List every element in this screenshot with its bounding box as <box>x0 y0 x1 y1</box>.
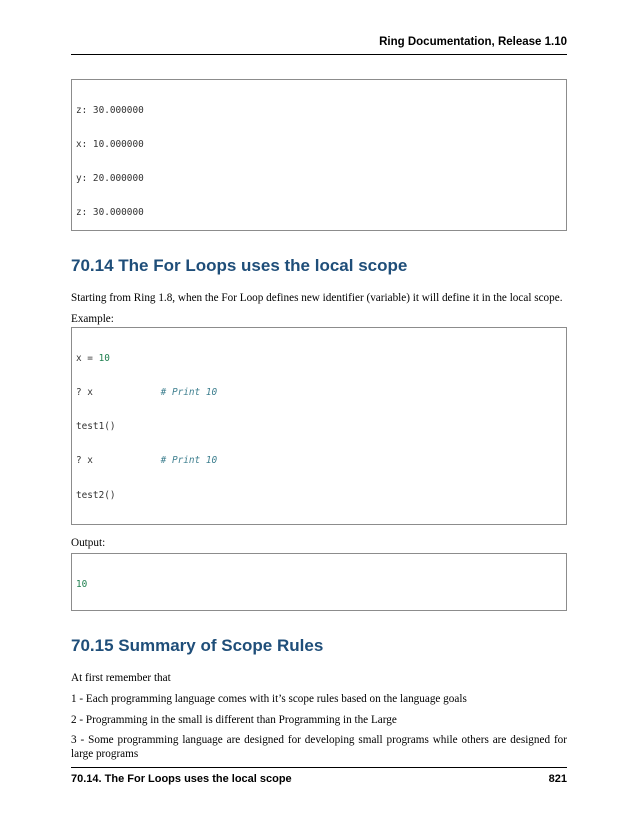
output-label: Output: <box>71 537 106 549</box>
paragraph: 2 - Programming in the small is different than Programming in the Large <box>71 714 397 726</box>
code-line: z: 30.000000 <box>76 207 144 219</box>
example-code-block <box>71 327 567 525</box>
section-heading: 70.14 The For Loops uses the local scope <box>71 256 408 275</box>
output-block <box>71 553 567 611</box>
header-divider <box>71 54 567 55</box>
page-header-title: Ring Documentation, Release 1.10 <box>379 36 567 48</box>
paragraph: 1 - Each programming language comes with it’s scope rules based on the language goals <box>71 693 467 705</box>
paragraph: At first remember that <box>71 672 171 684</box>
code-line: test1() <box>76 421 116 433</box>
code-line: x: 10.000000 <box>76 139 144 151</box>
code-line: ? x # Print 10 <box>76 387 218 399</box>
code-line: x = 10 <box>76 352 110 364</box>
footer-section-title: 70.14. The For Loops uses the local scope <box>71 773 292 785</box>
output-code-block <box>71 79 567 231</box>
code-line: test2() <box>76 489 116 501</box>
code-line: 10 <box>76 578 88 590</box>
code-line: z: 30.000000 <box>76 104 144 116</box>
footer-divider <box>71 767 567 768</box>
code-line: y: 20.000000 <box>76 173 144 185</box>
paragraph: Starting from Ring 1.8, when the For Loop defines new identifier (variable) it will define it in the local scope. <box>71 292 563 304</box>
example-label: Example: <box>71 313 114 325</box>
code-line <box>76 524 566 525</box>
paragraph: 3 - Some programming language are designed for developing small programs while others are designed for large programs <box>71 734 567 760</box>
page-number: 821 <box>548 773 567 785</box>
code-line: ? x # Print 10 <box>76 455 218 467</box>
section-heading: 70.15 Summary of Scope Rules <box>71 636 324 655</box>
